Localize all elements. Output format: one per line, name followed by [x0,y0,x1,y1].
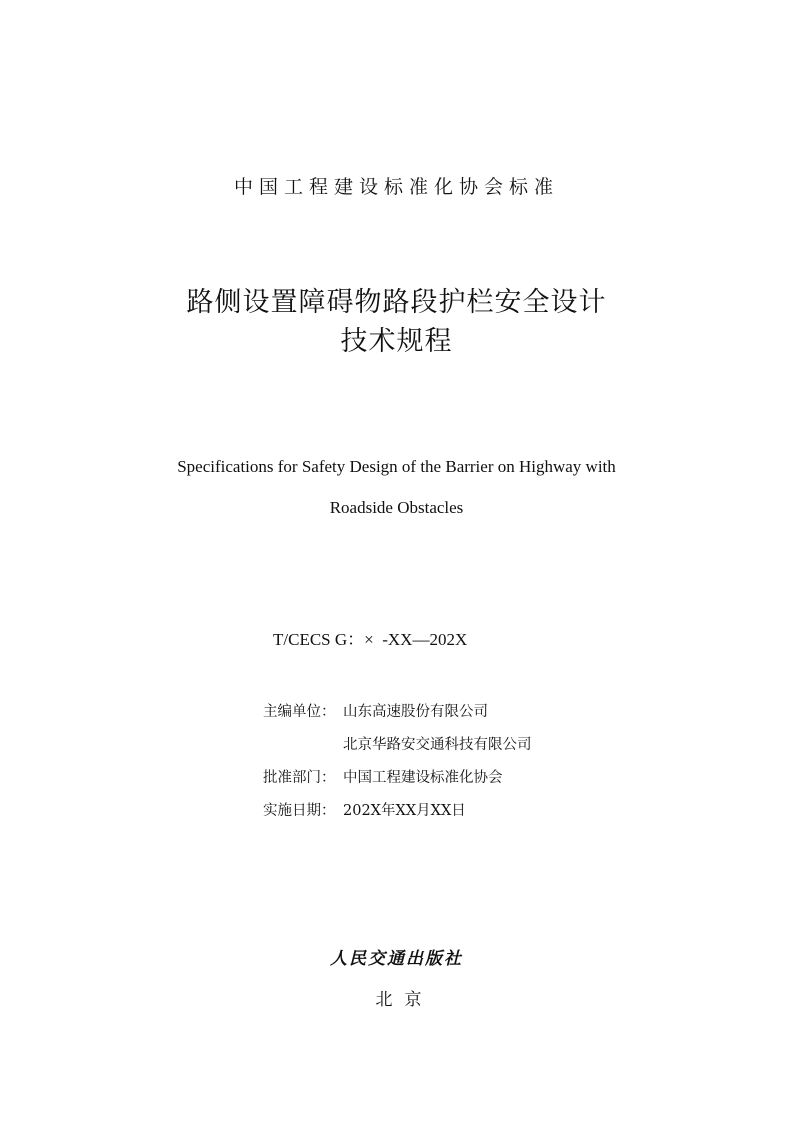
chief-editor-row [263,702,488,722]
english-title-line-1: Specifications for Safety Design of the Barrier on Highway with [177,457,616,476]
chief-editor-value-2: 北京华路安交通科技有限公司 [343,737,532,753]
english-title-line-2: Roadside Obstacles [329,498,464,517]
publisher-city: 北京 [375,990,434,1010]
document-title-line-2: 技术规程 [340,326,453,357]
chief-editor-row-2 [263,735,532,755]
implementation-date-label: 实施日期： [263,803,336,819]
approval-label: 批准部门： [263,770,336,786]
chief-editor-value-1: 山东高速股份有限公司 [343,704,488,720]
organization-header: 中国工程建设标准化协会标准 [233,176,559,198]
approval-value: 中国工程建设标准化协会 [343,770,503,786]
implementation-date-row [263,801,466,821]
document-title-line-1: 路侧设置障碍物路段护栏安全设计 [186,287,607,318]
approval-row [263,768,503,788]
standard-code: T/CECS G：× -XX—202X [273,630,468,649]
implementation-date-value: 202X年XX月XX日 [343,803,466,819]
chief-editor-label: 主编单位： [263,704,336,720]
publisher-name: 人民交通出版社 [330,949,463,969]
